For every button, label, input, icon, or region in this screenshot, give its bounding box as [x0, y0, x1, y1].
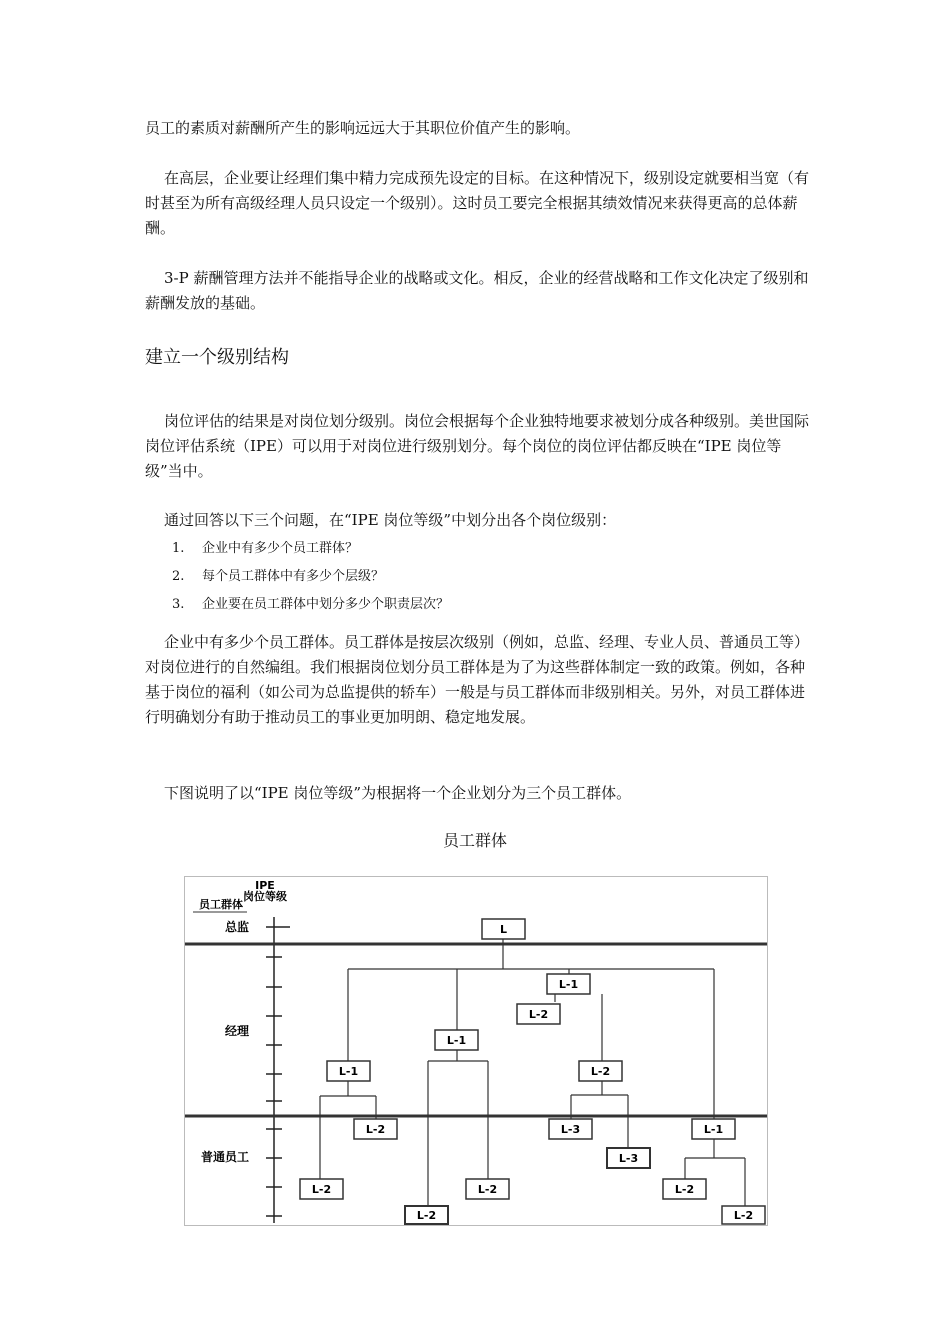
org-box-label: L: [499, 923, 508, 936]
list-item: [172, 535, 449, 563]
org-box: [517, 1004, 560, 1024]
org-box-label: L-2: [477, 1183, 498, 1196]
group-label-staff: 普通员工: [200, 1150, 250, 1164]
org-box-label: L-1: [558, 978, 579, 991]
list-item: [172, 563, 449, 591]
org-box: [579, 1061, 622, 1081]
org-box: [435, 1030, 478, 1050]
org-box: [405, 1206, 448, 1224]
org-box-label: L-1: [446, 1034, 467, 1047]
paragraph-three-questions: 通过回答以下三个问题，在“IPE 岗位等级”中划分出各个岗位级别：: [164, 511, 617, 529]
org-connectors: [320, 939, 745, 1206]
org-box-label: L-2: [416, 1209, 437, 1222]
list-text: 每个员工群体中有多少个层级？: [202, 569, 385, 584]
org-box: [466, 1179, 509, 1199]
org-box-label: L-2: [528, 1008, 549, 1021]
group-label-director: 总监: [224, 920, 250, 934]
org-box: [354, 1119, 397, 1139]
list-number: 3.: [172, 597, 185, 612]
list-item: [172, 591, 449, 619]
org-box: [692, 1119, 735, 1139]
paragraph-job-evaluation: 岗位评估的结果是对岗位划分级别。岗位会根据每个企业独特地要求被划分成各种级别。美世国际岗位评估系统（IPE）可以用于对岗位进行级别划分。每个岗位的岗位评估都反映在“IPE 岗位等级”当中。: [145, 412, 810, 480]
org-box-label: L-2: [733, 1209, 754, 1222]
org-box-label: L-2: [365, 1123, 386, 1136]
ipe-grade-axis: [266, 917, 290, 1223]
group-label-manager: 经理: [224, 1024, 250, 1038]
paragraph-senior-level: 在高层，企业要让经理们集中精力完成预先设定的目标。在这种情况下，级别设定就要相当宽（有时甚至为所有高级经理人员只设定一个级别）。这时员工要完全根据其绩效情况来获得更高的总体薪酬。: [145, 169, 810, 237]
list-text: 企业中有多少个员工群体？: [202, 541, 359, 556]
question-list: [172, 535, 449, 619]
org-box-label: L-2: [311, 1183, 332, 1196]
org-box: [722, 1206, 765, 1224]
org-box: [482, 919, 525, 939]
section-heading: 建立一个级别结构: [145, 347, 289, 368]
axis-header-bottom: 岗位等级: [243, 890, 287, 903]
list-text: 企业要在员工群体中划分多少个职责层次？: [202, 597, 450, 612]
org-box-label: L-1: [703, 1123, 724, 1136]
org-box: [607, 1148, 650, 1168]
org-box: [547, 974, 590, 994]
org-box-label: L-2: [674, 1183, 695, 1196]
org-box: [549, 1119, 592, 1139]
org-box-label: L-1: [338, 1065, 359, 1078]
employee-group-diagram: [184, 876, 768, 1226]
paragraph-employee-groups: 企业中有多少个员工群体。员工群体是按层次级别（例如，总监、经理、专业人员、普通员工等）对岗位进行的自然编组。我们根据岗位划分员工群体是为了为这些群体制定一致的政策。例如，各种基于岗位的福利（如公司为总监提供的轿车）一般是与员工群体而非级别相关。另外，对员工群体进行明确划分有助于推动员工的事业更加明朗、稳定地发展。: [145, 633, 810, 726]
group-header: 员工群体: [199, 898, 243, 911]
org-box: [327, 1061, 370, 1081]
org-box-label: L-3: [560, 1123, 581, 1136]
list-number: 2.: [172, 569, 185, 584]
diagram-canvas: [185, 877, 767, 1225]
org-box-label: L-2: [590, 1065, 611, 1078]
org-box: [300, 1179, 343, 1199]
paragraph-figure-intro: 下图说明了以“IPE 岗位等级”为根据将一个企业划分为三个员工群体。: [164, 784, 632, 802]
figure-title: 员工群体: [442, 831, 507, 850]
paragraph-quality: 员工的素质对薪酬所产生的影响远远大于其职位价值产生的影响。: [145, 119, 581, 137]
paragraph-3p-method: 3-P 薪酬管理方法并不能指导企业的战略或文化。相反，企业的经营战略和工作文化决定了级别和薪酬发放的基础。: [145, 269, 809, 312]
axis-header-top: IPE: [255, 879, 275, 892]
list-number: 1.: [172, 541, 185, 556]
org-box: [663, 1179, 706, 1199]
org-box-label: L-3: [618, 1152, 639, 1165]
